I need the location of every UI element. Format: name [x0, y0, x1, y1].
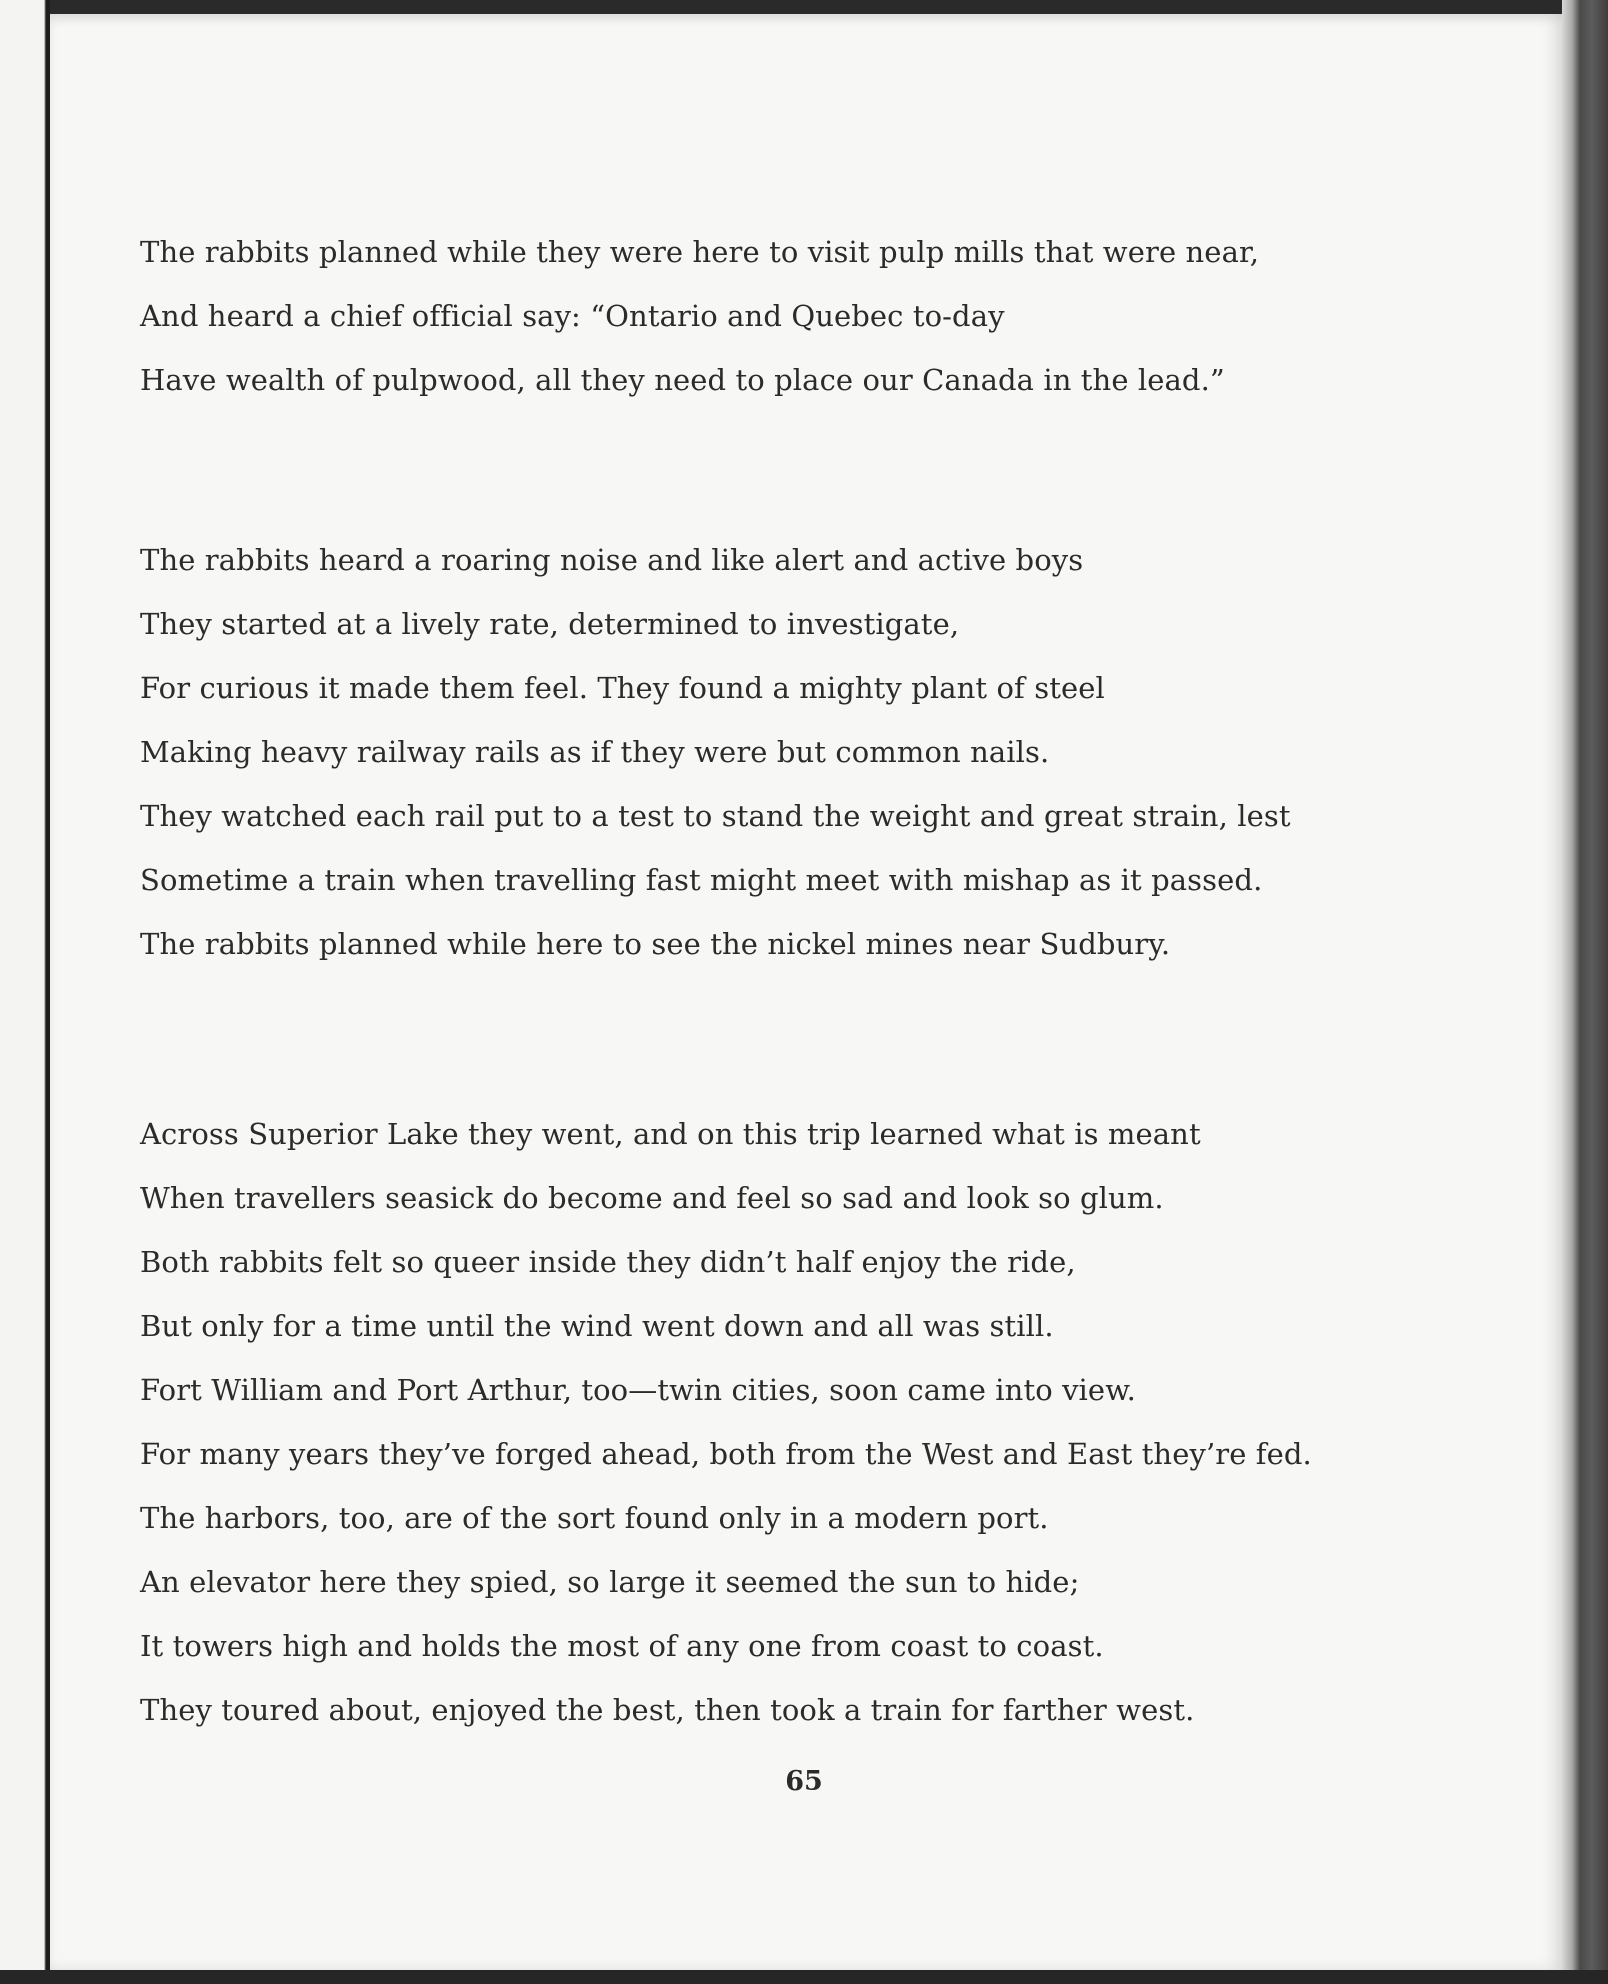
verse-line: They toured about, enjoyed the best, then took a train for farther west.: [140, 1693, 1195, 1727]
right-binding-edge: [1562, 0, 1608, 1984]
stanza-1: [140, 220, 1470, 412]
verse-line: Across Superior Lake they went, and on this trip learned what is meant: [140, 1117, 1201, 1151]
top-edge: [0, 0, 1608, 14]
verse-line: When travellers seasick do become and feel so sad and look so glum.: [140, 1181, 1164, 1215]
stanza-3: [140, 1102, 1470, 1742]
verse-line: The rabbits planned while they were here to visit pulp mills that were near,: [140, 235, 1260, 269]
verse-line: Fort William and Port Arthur, too—twin cities, soon came into view.: [140, 1373, 1136, 1407]
verse-line: For curious it made them feel. They found a mighty plant of steel: [140, 671, 1105, 705]
verse-line: They started at a lively rate, determined to investigate,: [140, 607, 960, 641]
verse-line: Sometime a train when travelling fast might meet with mishap as it passed.: [140, 863, 1263, 897]
verse-line: And heard a chief official say: “Ontario and Quebec to-day: [140, 299, 1005, 333]
verse-line: The rabbits planned while here to see the nickel mines near Sudbury.: [140, 927, 1171, 961]
verse-line: Have wealth of pulpwood, all they need to place our Canada in the lead.”: [140, 363, 1225, 397]
bottom-edge: [0, 1970, 1608, 1984]
stanza-2: [140, 528, 1470, 976]
verse-line: Both rabbits felt so queer inside they didn’t half enjoy the ride,: [140, 1245, 1076, 1279]
left-page-edge: [0, 0, 50, 1984]
verse-line: It towers high and holds the most of any one from coast to coast.: [140, 1629, 1104, 1663]
page-number: 65: [785, 1766, 823, 1797]
verse-line: An elevator here they spied, so large it seemed the sun to hide;: [140, 1565, 1080, 1599]
verse-line: The rabbits heard a roaring noise and like alert and active boys: [140, 543, 1084, 577]
verse-line: But only for a time until the wind went down and all was still.: [140, 1309, 1054, 1343]
verse-line: For many years they’ve forged ahead, both from the West and East they’re fed.: [140, 1437, 1312, 1471]
verse-line: Making heavy railway rails as if they were but common nails.: [140, 735, 1050, 769]
verse-line: They watched each rail put to a test to stand the weight and great strain, lest: [140, 799, 1291, 833]
verse-line: The harbors, too, are of the sort found only in a modern port.: [140, 1501, 1049, 1535]
